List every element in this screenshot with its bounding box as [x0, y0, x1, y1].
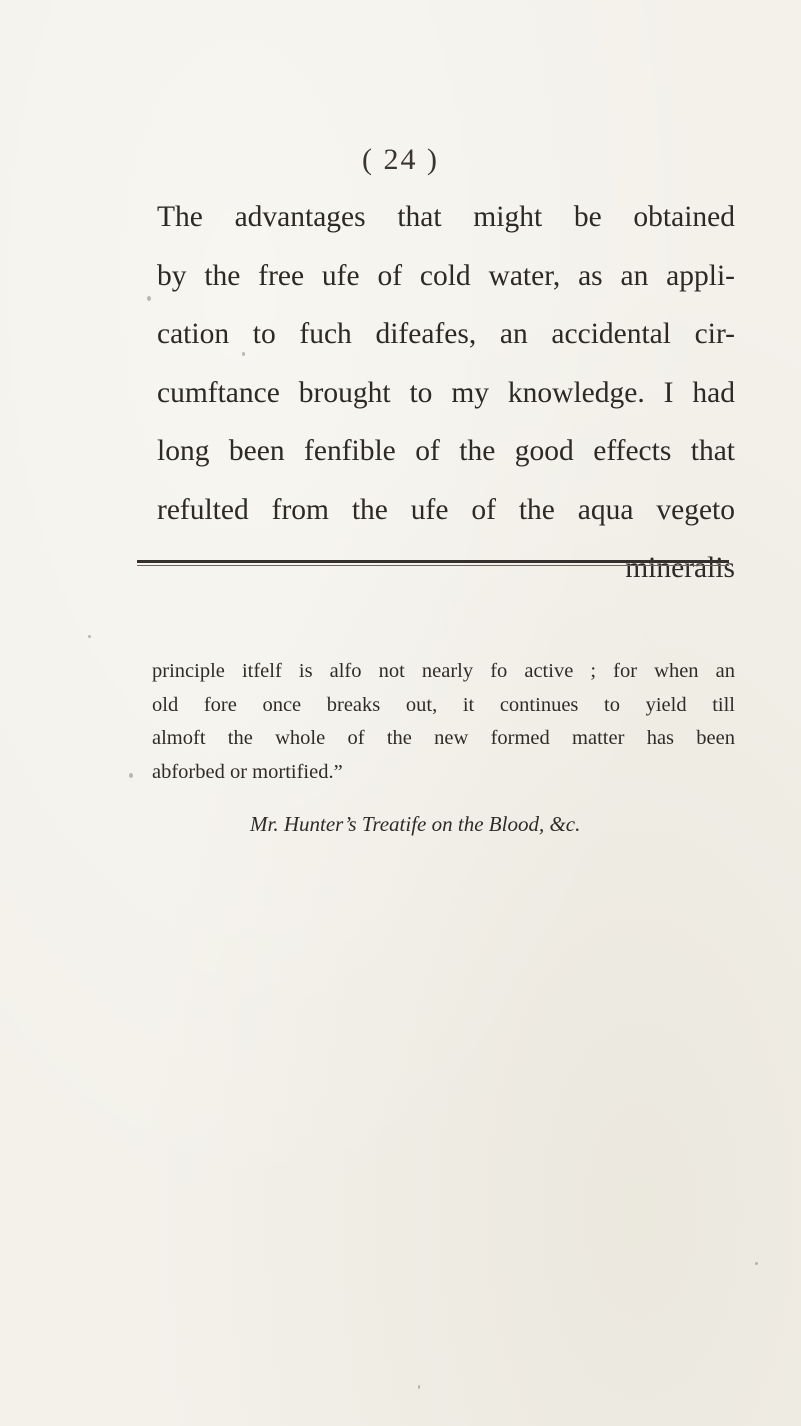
paper-speck — [88, 635, 91, 638]
text-line: long been fenfible of the good effects that — [157, 435, 735, 467]
text-line: cumftance brought to my knowledge. I had — [157, 376, 735, 409]
paper-speck — [755, 1262, 758, 1265]
paper-speck — [242, 352, 245, 356]
footnote-divider-thin — [137, 565, 729, 566]
text-line: refulted from the ufe of the aqua vegeto — [157, 493, 735, 526]
catchword-line: mineralis — [625, 552, 735, 584]
text-line: The advantages that might be obtained — [157, 201, 735, 233]
text-line: cation to fuch difeafes, an accidental cir- — [157, 318, 735, 350]
paper-speck — [147, 296, 151, 301]
footnote-line: almoft the whole of the new formed matter has been — [152, 727, 735, 749]
footnote-line: abforbed or mortified.” — [152, 760, 343, 783]
text-line: by the free ufe of cold water, as an appli- — [157, 259, 735, 292]
footnote-line: principle itfelf is alfo not nearly fo active ; for when an — [152, 660, 735, 682]
footnote-divider — [137, 560, 729, 563]
footnote-block — [152, 655, 735, 789]
page-number: ( 24 ) — [362, 143, 439, 176]
paper-speck — [129, 773, 133, 778]
footnote-citation: Mr. Hunter’s Treatife on the Blood, &c. — [250, 812, 581, 836]
footnote-line: old fore once breaks out, it continues to yield till — [152, 693, 735, 716]
main-paragraph — [157, 188, 735, 598]
paper-speck — [418, 1385, 420, 1389]
